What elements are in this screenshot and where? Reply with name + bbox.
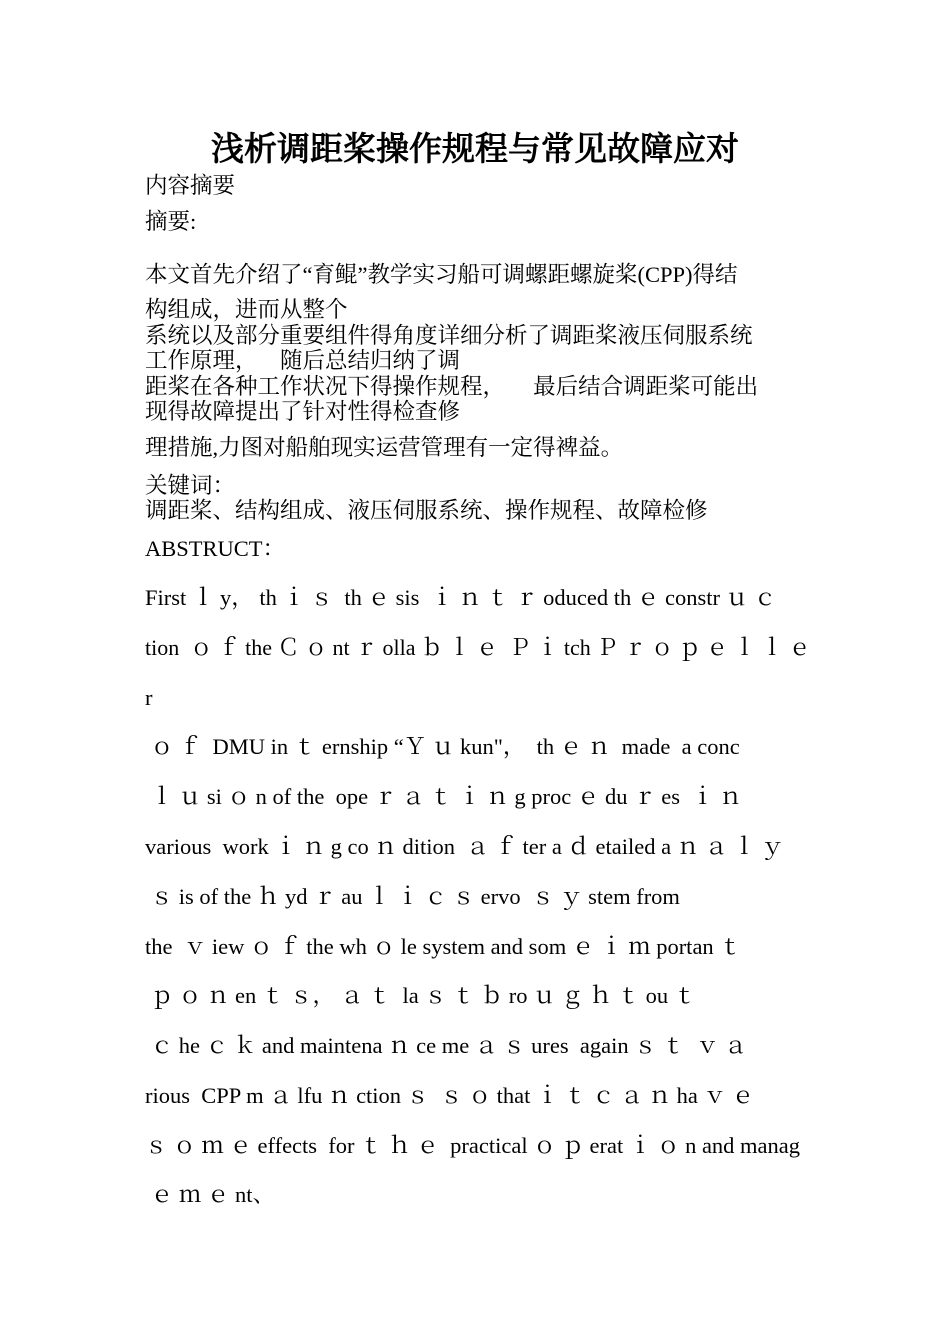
keywords: 调距桨、结构组成、液压伺服系统、操作规程、故障检修: [145, 498, 708, 523]
abstract-cn-line: 构组成，进而从整个: [145, 297, 348, 322]
document-title: 浅析调距桨操作规程与常见故障应对: [211, 132, 739, 168]
abstract-cn-line: 理措施,力图对船舶现实运营管理有一定得裨益。: [145, 435, 624, 460]
abstract-en-line: ｏ ｆ DMU in ｔ ernship “Ｙ ｕ kun"， th ｅ ｎ made a conc: [145, 734, 740, 759]
abstract-en-line: ｐ ｏ ｎ en ｔ ｓ， ａ ｔ la ｓ ｔ ｂ ro ｕ ｇ ｈ ｔ ou ｔ: [145, 983, 697, 1008]
abstract-en-line: First ｌ y， th ｉ ｓ th ｅ sis ｉ ｎ ｔ ｒ oduced th ｅ constr ｕ ｃ: [145, 585, 777, 610]
abstract-cn-line: 系统以及部分重要组件得角度详细分析了调距桨液压伺服系统: [145, 323, 753, 348]
abstract-en-line: ｃ he ｃ ｋ and maintena ｎ ce me ａ ｓ ures again ｓ ｔ ｖ ａ: [145, 1033, 747, 1058]
abstract-en-line: r: [145, 685, 153, 710]
abstract-label: 摘要:: [145, 209, 197, 234]
abstract-cn-line: 工作原理， 随后总结归纳了调: [145, 348, 461, 373]
abstract-en-line: the ｖ iew ｏ ｆ the wh ｏ le system and som ｅ ｉ ｍ portan ｔ: [145, 934, 742, 959]
abstract-en-label: ABSTRUCT：: [145, 536, 286, 561]
abstract-en-line: ｓ is of the ｈ yd ｒ au ｌ ｉ ｃ ｓ ervo ｓ ｙ stem from: [145, 884, 680, 909]
section-heading: 内容摘要: [145, 173, 236, 198]
abstract-en-line: tion ｏ ｆ the Ｃ ｏ nt ｒ olla ｂ ｌ ｅ Ｐ ｉ tch Ｐ ｒ ｏ ｐ ｅ ｌ ｌ ｅ: [145, 635, 811, 660]
keywords-label: 关键词：: [145, 473, 236, 498]
abstract-cn-line: 距桨在各种工作状况下得操作规程， 最后结合调距桨可能出: [145, 374, 759, 399]
abstract-en-line: ｓ ｏ ｍ ｅ effects for ｔ ｈ ｅ practical ｏ ｐ erat ｉ ｏ n and manag: [145, 1133, 801, 1158]
abstract-cn-line: 本文首先介绍了“育鲲”教学实习船可调螺距螺旋桨(CPP)得结: [145, 262, 738, 287]
abstract-en-line: rious CPP m ａ lfu ｎ ction ｓ ｓ ｏ that ｉ ｔ ｃ ａ ｎ ha ｖ ｅ: [145, 1083, 755, 1108]
abstract-cn-line: 现得故障提出了针对性得检查修: [145, 399, 461, 424]
abstract-en-line: ｌ ｕ si ｏ n of the ope ｒ ａ ｔ ｉ ｎ g proc ｅ du ｒ es ｉ ｎ: [145, 784, 742, 809]
abstract-en-line: various work ｉ ｎ g co ｎ dition ａ ｆ ter a ｄ etailed a ｎ ａ ｌ ｙ: [145, 834, 784, 859]
abstract-en-line: ｅ ｍ ｅ nt、: [145, 1182, 276, 1207]
